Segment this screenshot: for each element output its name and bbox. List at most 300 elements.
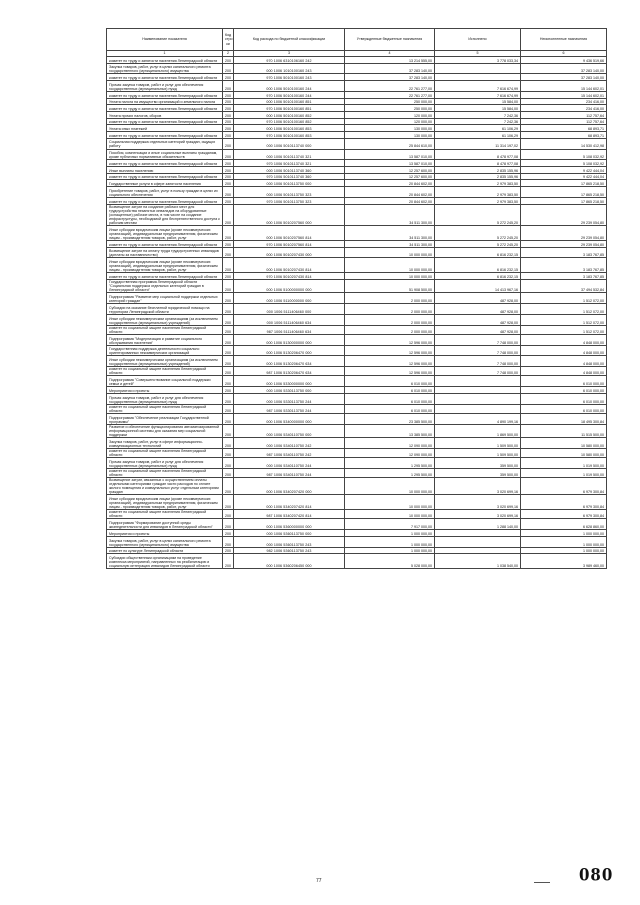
row-approved-cell: 6 010 000,00 bbox=[345, 376, 435, 387]
row-executed-cell: 2 835 155,96 bbox=[435, 173, 521, 180]
row-kbk-cell: 970 1006 5010100160 244 bbox=[234, 91, 345, 98]
row-unexecuted-cell: 4 848 000,00 bbox=[521, 367, 607, 376]
row-name-cell: Уплата иных платежей bbox=[107, 125, 223, 132]
row-executed-cell: 6 816 232,15 bbox=[435, 247, 521, 258]
row-executed-cell: 1 509 500,00 bbox=[435, 448, 521, 457]
row-executed-cell: 3 020 699,16 bbox=[435, 495, 521, 510]
row-approved-cell: 34 511 300,00 bbox=[345, 204, 435, 225]
row-unexecuted-cell: 6 979 300,84 bbox=[521, 495, 607, 510]
row-executed-cell: 15 584,00 bbox=[435, 105, 521, 112]
row-code-cell: 200 bbox=[223, 74, 234, 81]
row-code-cell: 200 bbox=[223, 345, 234, 356]
row-kbk-cell: 000 1006 5360206450 000 bbox=[234, 554, 345, 569]
row-unexecuted-cell: 29 239 054,80 bbox=[521, 240, 607, 247]
row-unexecuted-cell: 6 010 000,00 bbox=[521, 404, 607, 413]
row-kbk-cell: 987 1006 5330113750 244 bbox=[234, 404, 345, 413]
row-approved-cell: 2 000 000,00 bbox=[345, 293, 435, 304]
row-unexecuted-cell: 17 865 218,50 bbox=[521, 197, 607, 204]
row-approved-cell: 6 010 000,00 bbox=[345, 387, 435, 394]
row-executed-cell: 5 272 245,20 bbox=[435, 226, 521, 241]
table-body bbox=[107, 57, 607, 569]
row-name-cell: Социальная поддержка отдельных категорий граждан, ищущих работу bbox=[107, 138, 223, 149]
row-code-cell: 200 bbox=[223, 468, 234, 477]
row-kbk-cell: 000 1006 5130206470 634 bbox=[234, 356, 345, 367]
row-kbk-cell: 000 1006 5330000000 000 bbox=[234, 376, 345, 387]
row-name-cell: Возмещение затрат на создание рабочих мест для трудоустройства незанятых инвалидов на оборудованные (оснащенные) рабочие места, в том числе на создание инфраструктуры, необходимой для беспрепятственного доступа к рабочим местам bbox=[107, 204, 223, 225]
row-executed-cell: 61 106,29 bbox=[435, 132, 521, 139]
row-executed-cell: 359 500,00 bbox=[435, 468, 521, 477]
row-name-cell: комитет по труду и занятости населения Ленинградской области bbox=[107, 118, 223, 125]
row-unexecuted-cell: 17 865 218,50 bbox=[521, 187, 607, 198]
row-name-cell: Иные субсидии юридическим лицам (кроме некоммерческих организаций), индивидуальным предпринимателям, физическим лицам - производителям товаров, работ, услуг bbox=[107, 258, 223, 273]
row-unexecuted-cell: 3 183 767,85 bbox=[521, 273, 607, 280]
row-code-cell: 200 bbox=[223, 304, 234, 315]
row-unexecuted-cell: 9 422 444,04 bbox=[521, 173, 607, 180]
archive-stamp: 080 bbox=[579, 865, 614, 885]
row-approved-cell: 12 596 000,00 bbox=[345, 356, 435, 367]
row-name-cell: комитет по социальной защите населения Ленинградской области bbox=[107, 468, 223, 477]
row-kbk-cell: 000 1006 5110000000 000 bbox=[234, 293, 345, 304]
table-row bbox=[107, 413, 607, 424]
row-approved-cell: 1 000 000,00 bbox=[345, 530, 435, 537]
row-name-cell: комитет по труду и занятости населения Ленинградской области bbox=[107, 105, 223, 112]
row-approved-cell: 12 596 000,00 bbox=[345, 345, 435, 356]
row-code-cell: 200 bbox=[223, 160, 234, 167]
row-name-cell: Мероприятия и проекты bbox=[107, 387, 223, 394]
row-unexecuted-cell: 29 239 054,80 bbox=[521, 204, 607, 225]
row-name-cell: комитет по социальной защите населения Ленинградской области bbox=[107, 510, 223, 519]
row-name-cell: Иные субсидии юридическим лицам (кроме некоммерческих организаций), индивидуальным предпринимателям, физическим лицам - производителям товаров, работ, услуг bbox=[107, 495, 223, 510]
row-name-cell: комитет по труду и занятости населения Ленинградской области bbox=[107, 240, 223, 247]
table-row bbox=[107, 125, 607, 132]
row-approved-cell: 20 844 602,00 bbox=[345, 197, 435, 204]
table-row bbox=[107, 173, 607, 180]
table-row bbox=[107, 334, 607, 345]
row-approved-cell: 10 000 000,00 bbox=[345, 495, 435, 510]
row-code-cell: 200 bbox=[223, 554, 234, 569]
table-row bbox=[107, 112, 607, 119]
row-code-cell: 200 bbox=[223, 325, 234, 334]
row-unexecuted-cell: 3 183 767,85 bbox=[521, 247, 607, 258]
row-unexecuted-cell: 3 989 460,00 bbox=[521, 554, 607, 569]
row-unexecuted-cell: 234 416,00 bbox=[521, 98, 607, 105]
row-approved-cell: 20 844 602,00 bbox=[345, 187, 435, 198]
row-unexecuted-cell: 1 512 072,00 bbox=[521, 293, 607, 304]
table-row bbox=[107, 404, 607, 413]
row-name-cell: комитет по труду и занятости населения Ленинградской области bbox=[107, 57, 223, 64]
row-kbk-cell: 000 1006 5010100160 853 bbox=[234, 125, 345, 132]
row-kbk-cell: 000 1006 5010100160 851 bbox=[234, 98, 345, 105]
row-code-cell: 200 bbox=[223, 167, 234, 174]
row-executed-cell bbox=[435, 547, 521, 554]
row-executed-cell: 1 869 500,00 bbox=[435, 424, 521, 437]
row-code-cell: 200 bbox=[223, 536, 234, 547]
row-unexecuted-cell: 4 848 000,00 bbox=[521, 345, 607, 356]
row-name-cell: комитет по труду и занятости населения Ленинградской области bbox=[107, 91, 223, 98]
row-executed-cell: 3 020 699,16 bbox=[435, 477, 521, 494]
row-unexecuted-cell: 18 495 300,84 bbox=[521, 413, 607, 424]
row-approved-cell: 5 028 000,00 bbox=[345, 554, 435, 569]
row-executed-cell: 5 272 245,20 bbox=[435, 240, 521, 247]
row-kbk-cell: 000 1006 5010113740 000 bbox=[234, 138, 345, 149]
row-executed-cell: 1 288 140,00 bbox=[435, 519, 521, 530]
row-kbk-cell: 000 1006 5340110750 244 bbox=[234, 458, 345, 469]
row-executed-cell: 4 890 199,16 bbox=[435, 413, 521, 424]
row-name-cell: Мероприятия и проекты bbox=[107, 530, 223, 537]
row-code-cell: 200 bbox=[223, 197, 234, 204]
row-approved-cell: 51 908 500,00 bbox=[345, 280, 435, 293]
row-approved-cell: 10 000 000,00 bbox=[345, 247, 435, 258]
row-executed-cell: 2 979 383,50 bbox=[435, 197, 521, 204]
table-row bbox=[107, 304, 607, 315]
row-code-cell: 200 bbox=[223, 438, 234, 449]
row-name-cell: Иные выплаты населению bbox=[107, 167, 223, 174]
row-kbk-cell: 000 1006 5100000000 000 bbox=[234, 280, 345, 293]
row-executed-cell: 15 584,00 bbox=[435, 98, 521, 105]
row-name-cell: Прочая закупка товаров, работ и услуг для обеспечения государственных (муниципальных) нужд bbox=[107, 393, 223, 404]
row-unexecuted-cell: 1 019 500,00 bbox=[521, 468, 607, 477]
row-code-cell: 200 bbox=[223, 314, 234, 325]
row-name-cell: Государственные услуги в сфере занятости населения bbox=[107, 180, 223, 187]
table-row bbox=[107, 510, 607, 519]
table-row bbox=[107, 424, 607, 437]
row-kbk-cell: 000 1006 5130206470 000 bbox=[234, 345, 345, 356]
row-approved-cell: 12 596 000,00 bbox=[345, 334, 435, 345]
row-name-cell: Государственная программа Ленинградской области "Социальная поддержка отдельных категорий граждан в Ленинградской области" bbox=[107, 280, 223, 293]
row-unexecuted-cell: 234 416,00 bbox=[521, 105, 607, 112]
row-unexecuted-cell: 5 108 032,92 bbox=[521, 160, 607, 167]
table-row bbox=[107, 226, 607, 241]
row-kbk-cell: 000 1006 5111406460 634 bbox=[234, 314, 345, 325]
row-unexecuted-cell: 112 757,64 bbox=[521, 118, 607, 125]
table-row bbox=[107, 138, 607, 149]
row-approved-cell: 10 000 000,00 bbox=[345, 258, 435, 273]
table-row bbox=[107, 393, 607, 404]
table-row bbox=[107, 376, 607, 387]
row-unexecuted-cell: 11 515 500,00 bbox=[521, 424, 607, 437]
row-name-cell: Подпрограмма "Совершенствование социальной поддержки семьи и детей" bbox=[107, 376, 223, 387]
row-executed-cell bbox=[435, 74, 521, 81]
row-code-cell: 200 bbox=[223, 81, 234, 92]
divider bbox=[534, 882, 550, 883]
row-executed-cell: 2 835 155,96 bbox=[435, 167, 521, 174]
row-approved-cell: 130 000,00 bbox=[345, 125, 435, 132]
row-name-cell: комитет по труду и занятости населения Ленинградской области bbox=[107, 160, 223, 167]
row-unexecuted-cell: 6 010 000,00 bbox=[521, 376, 607, 387]
row-approved-cell: 10 000 000,00 bbox=[345, 477, 435, 494]
row-executed-cell bbox=[435, 536, 521, 547]
row-code-cell: 200 bbox=[223, 458, 234, 469]
row-approved-cell: 22 761 277,00 bbox=[345, 81, 435, 92]
row-unexecuted-cell: 1 512 072,00 bbox=[521, 314, 607, 325]
row-name-cell: комитет по труду и занятости населения Ленинградской области bbox=[107, 74, 223, 81]
row-name-cell: Закупка товаров, работ, услуг в целях капитального ремонта государственного (муниципального) имущества bbox=[107, 536, 223, 547]
row-kbk-cell: 000 1006 5010100160 852 bbox=[234, 112, 345, 119]
row-executed-cell: 3 778 033,34 bbox=[435, 57, 521, 64]
column-number: 6 bbox=[521, 51, 607, 57]
row-kbk-cell: 000 1006 5330113750 000 bbox=[234, 387, 345, 394]
row-executed-cell: 7 242,36 bbox=[435, 112, 521, 119]
row-approved-cell: 120 000,00 bbox=[345, 112, 435, 119]
row-executed-cell: 14 413 967,16 bbox=[435, 280, 521, 293]
row-unexecuted-cell: 5 108 032,92 bbox=[521, 149, 607, 160]
row-name-cell: комитет по социальной защите населения Ленинградской области bbox=[107, 367, 223, 376]
row-kbk-cell: 970 1006 5010113750 323 bbox=[234, 197, 345, 204]
row-name-cell: Уплата налога на имущество организаций и земельного налога bbox=[107, 98, 223, 105]
header-executed: Исполнено bbox=[435, 29, 521, 51]
row-approved-cell: 12 090 000,00 bbox=[345, 448, 435, 457]
row-executed-cell: 487 928,00 bbox=[435, 325, 521, 334]
table-row bbox=[107, 458, 607, 469]
table-row bbox=[107, 293, 607, 304]
row-executed-cell: 3 020 699,16 bbox=[435, 510, 521, 519]
row-name-cell: Приобретение товаров, работ, услуг в пользу граждан в целях их социального обеспечения bbox=[107, 187, 223, 198]
row-kbk-cell: 000 1006 5340000000 000 bbox=[234, 413, 345, 424]
table-row bbox=[107, 345, 607, 356]
row-code-cell: 200 bbox=[223, 356, 234, 367]
table-row bbox=[107, 448, 607, 457]
row-kbk-cell: 000 1006 5130000000 000 bbox=[234, 334, 345, 345]
row-name-cell: Закупка товаров, работ, услуг в сфере информационно-коммуникационных технологий bbox=[107, 438, 223, 449]
row-name-cell: Субсидии общественным организациям на проведение комплекса мероприятий, направленных на реабилитацию и социальную интеграцию инвалидов Ленинградской области bbox=[107, 554, 223, 569]
row-approved-cell: 6 010 000,00 bbox=[345, 404, 435, 413]
row-unexecuted-cell: 6 979 300,84 bbox=[521, 510, 607, 519]
row-approved-cell: 13 385 500,00 bbox=[345, 424, 435, 437]
row-code-cell: 200 bbox=[223, 187, 234, 198]
row-code-cell: 200 bbox=[223, 495, 234, 510]
row-unexecuted-cell: 9 422 444,04 bbox=[521, 167, 607, 174]
row-kbk-cell: 970 1006 5010100160 243 bbox=[234, 74, 345, 81]
table-row bbox=[107, 530, 607, 537]
header-unexecuted: Неисполненные назначения bbox=[521, 29, 607, 51]
row-unexecuted-cell: 68 893,71 bbox=[521, 132, 607, 139]
row-executed-cell: 487 928,00 bbox=[435, 304, 521, 315]
row-name-cell: Подпрограмма "Обеспечение реализации Государственной программы" bbox=[107, 413, 223, 424]
table-row bbox=[107, 477, 607, 494]
row-name-cell: Подпрограмма "Развитие мер социальной поддержки отдельных категорий граждан" bbox=[107, 293, 223, 304]
row-code-cell: 200 bbox=[223, 334, 234, 345]
row-approved-cell: 12 257 600,00 bbox=[345, 173, 435, 180]
row-executed-cell: 5 272 245,20 bbox=[435, 204, 521, 225]
table-row bbox=[107, 247, 607, 258]
row-kbk-cell: 000 1006 5111406460 000 bbox=[234, 304, 345, 315]
row-name-cell: Закупка товаров, работ, услуг в целях капитального ремонта государственного (муниципального) имущества bbox=[107, 63, 223, 74]
row-executed-cell: 8 478 977,08 bbox=[435, 149, 521, 160]
row-executed-cell: 487 928,00 bbox=[435, 314, 521, 325]
row-name-cell: комитет по труду и занятости населения Ленинградской области bbox=[107, 273, 223, 280]
row-name-cell: Иные субсидии юридическим лицам (кроме некоммерческих организаций), индивидуальным предпринимателям, физическим лицам - производителям товаров, работ, услуг bbox=[107, 226, 223, 241]
row-code-cell: 200 bbox=[223, 125, 234, 132]
row-unexecuted-cell: 9 436 519,66 bbox=[521, 57, 607, 64]
row-executed-cell: 7 616 674,99 bbox=[435, 81, 521, 92]
table-row bbox=[107, 495, 607, 510]
row-kbk-cell: 970 1006 5010100160 853 bbox=[234, 132, 345, 139]
row-name-cell: Иные субсидии некоммерческим организациям (за исключением государственных (муниципальных) учреждений) bbox=[107, 356, 223, 367]
row-kbk-cell: 970 1006 5010207430 814 bbox=[234, 273, 345, 280]
row-unexecuted-cell: 37 283 140,00 bbox=[521, 63, 607, 74]
table-row bbox=[107, 149, 607, 160]
column-number: 3 bbox=[234, 51, 345, 57]
row-name-cell: Прочая закупка товаров, работ и услуг для обеспечения государственных (муниципальных) нужд bbox=[107, 458, 223, 469]
row-unexecuted-cell: 37 494 532,84 bbox=[521, 280, 607, 293]
row-kbk-cell: 000 1006 5340207420 814 bbox=[234, 495, 345, 510]
page-number: 77 bbox=[316, 878, 322, 884]
row-executed-cell bbox=[435, 376, 521, 387]
row-executed-cell: 61 106,29 bbox=[435, 125, 521, 132]
row-executed-cell bbox=[435, 63, 521, 74]
row-unexecuted-cell: 4 848 000,00 bbox=[521, 334, 607, 345]
row-kbk-cell: 987 1006 5130206470 634 bbox=[234, 367, 345, 376]
row-executed-cell: 7 616 674,99 bbox=[435, 91, 521, 98]
table-row bbox=[107, 314, 607, 325]
row-unexecuted-cell: 1 000 000,00 bbox=[521, 536, 607, 547]
row-code-cell: 200 bbox=[223, 376, 234, 387]
table-row bbox=[107, 536, 607, 547]
row-code-cell: 200 bbox=[223, 226, 234, 241]
table-row bbox=[107, 160, 607, 167]
row-code-cell: 200 bbox=[223, 149, 234, 160]
row-approved-cell: 12 090 000,00 bbox=[345, 438, 435, 449]
row-approved-cell: 13 587 010,00 bbox=[345, 149, 435, 160]
row-kbk-cell: 970 1006 5010207560 814 bbox=[234, 240, 345, 247]
table-row bbox=[107, 167, 607, 174]
row-approved-cell: 1 295 500,00 bbox=[345, 458, 435, 469]
row-executed-cell: 7 748 000,00 bbox=[435, 334, 521, 345]
row-kbk-cell: 000 1006 5360113750 000 bbox=[234, 530, 345, 537]
row-code-cell: 200 bbox=[223, 247, 234, 258]
row-unexecuted-cell: 15 144 602,01 bbox=[521, 91, 607, 98]
row-code-cell: 200 bbox=[223, 204, 234, 225]
row-unexecuted-cell: 6 010 000,00 bbox=[521, 387, 607, 394]
row-name-cell: Иные субсидии некоммерческим организациям (за исключением государственных (муниципальных) учреждений) bbox=[107, 314, 223, 325]
row-executed-cell: 359 500,00 bbox=[435, 458, 521, 469]
row-approved-cell: 12 596 000,00 bbox=[345, 367, 435, 376]
row-kbk-cell: 000 1006 5340207420 000 bbox=[234, 477, 345, 494]
row-approved-cell: 13 214 555,00 bbox=[345, 57, 435, 64]
row-kbk-cell: 970 1006 5010100160 851 bbox=[234, 105, 345, 112]
row-code-cell: 200 bbox=[223, 519, 234, 530]
row-unexecuted-cell: 68 893,71 bbox=[521, 125, 607, 132]
row-code-cell: 200 bbox=[223, 367, 234, 376]
row-executed-cell: 7 242,36 bbox=[435, 118, 521, 125]
row-approved-cell: 120 000,00 bbox=[345, 118, 435, 125]
table-row bbox=[107, 197, 607, 204]
row-unexecuted-cell: 37 283 140,00 bbox=[521, 74, 607, 81]
row-name-cell: Возмещение затрат, связанных с осуществлением оплаты отдельными категориями граждан части расходов по оплате жилого помещения и коммунальных услуг отдельным категориям граждан bbox=[107, 477, 223, 494]
table-row bbox=[107, 187, 607, 198]
table-row bbox=[107, 57, 607, 64]
row-name-cell: Пособия, компенсации и иные социальные выплаты гражданам, кроме публичных нормативных обязательств bbox=[107, 149, 223, 160]
row-approved-cell: 20 844 602,00 bbox=[345, 180, 435, 187]
row-approved-cell: 250 000,00 bbox=[345, 98, 435, 105]
row-kbk-cell: 000 1006 5010207560 000 bbox=[234, 204, 345, 225]
row-approved-cell: 6 010 000,00 bbox=[345, 393, 435, 404]
row-unexecuted-cell: 15 144 602,01 bbox=[521, 81, 607, 92]
row-approved-cell: 2 000 000,00 bbox=[345, 314, 435, 325]
column-number: 4 bbox=[345, 51, 435, 57]
row-code-cell: 200 bbox=[223, 258, 234, 273]
column-number: 1 bbox=[107, 51, 223, 57]
row-unexecuted-cell: 10 580 000,00 bbox=[521, 448, 607, 457]
table-row bbox=[107, 63, 607, 74]
row-approved-cell: 13 587 010,00 bbox=[345, 160, 435, 167]
row-kbk-cell: 970 1006 5010113740 360 bbox=[234, 173, 345, 180]
row-unexecuted-cell: 1 019 500,00 bbox=[521, 458, 607, 469]
row-unexecuted-cell: 4 848 000,00 bbox=[521, 356, 607, 367]
row-unexecuted-cell: 6 979 300,84 bbox=[521, 477, 607, 494]
table-row bbox=[107, 468, 607, 477]
column-number: 5 bbox=[435, 51, 521, 57]
row-kbk-cell: 000 1006 5360000000 000 bbox=[234, 519, 345, 530]
table-row bbox=[107, 204, 607, 225]
table-row bbox=[107, 554, 607, 569]
row-unexecuted-cell: 6 628 860,00 bbox=[521, 519, 607, 530]
row-code-cell: 200 bbox=[223, 180, 234, 187]
row-approved-cell: 130 000,00 bbox=[345, 132, 435, 139]
row-kbk-cell: 982 1006 5360113750 243 bbox=[234, 547, 345, 554]
row-approved-cell: 34 511 300,00 bbox=[345, 240, 435, 247]
row-code-cell: 200 bbox=[223, 98, 234, 105]
row-approved-cell: 2 000 000,00 bbox=[345, 325, 435, 334]
table-row bbox=[107, 356, 607, 367]
column-number: 2 bbox=[223, 51, 234, 57]
header-code: Код стро ки bbox=[223, 29, 234, 51]
row-unexecuted-cell: 1 512 072,00 bbox=[521, 325, 607, 334]
row-name-cell: комитет по социальной защите населения Ленинградской области bbox=[107, 448, 223, 457]
row-approved-cell: 25 844 610,00 bbox=[345, 138, 435, 149]
row-code-cell: 200 bbox=[223, 273, 234, 280]
row-unexecuted-cell: 10 580 000,00 bbox=[521, 438, 607, 449]
row-name-cell: комитет по труду и занятости населения Ленинградской области bbox=[107, 173, 223, 180]
row-code-cell: 200 bbox=[223, 138, 234, 149]
row-approved-cell: 10 000 000,00 bbox=[345, 273, 435, 280]
row-approved-cell: 7 917 000,00 bbox=[345, 519, 435, 530]
row-executed-cell: 7 748 000,00 bbox=[435, 367, 521, 376]
row-kbk-cell: 000 1006 5010207430 814 bbox=[234, 258, 345, 273]
row-code-cell: 200 bbox=[223, 91, 234, 98]
row-code-cell: 200 bbox=[223, 404, 234, 413]
table-row bbox=[107, 105, 607, 112]
row-approved-cell: 10 000 000,00 bbox=[345, 510, 435, 519]
header-row bbox=[107, 29, 607, 51]
row-executed-cell: 7 748 000,00 bbox=[435, 356, 521, 367]
header-name: Наименование показателя bbox=[107, 29, 223, 51]
table-row bbox=[107, 132, 607, 139]
row-executed-cell: 7 748 000,00 bbox=[435, 345, 521, 356]
row-approved-cell: 1 000 000,00 bbox=[345, 536, 435, 547]
header-approved: Утвержденные бюджетные назначения bbox=[345, 29, 435, 51]
table-row bbox=[107, 387, 607, 394]
row-executed-cell bbox=[435, 404, 521, 413]
row-approved-cell: 1 295 500,00 bbox=[345, 468, 435, 477]
row-approved-cell: 2 000 000,00 bbox=[345, 304, 435, 315]
table-row bbox=[107, 81, 607, 92]
row-approved-cell: 250 000,00 bbox=[345, 105, 435, 112]
row-unexecuted-cell: 1 512 072,00 bbox=[521, 304, 607, 315]
row-executed-cell: 2 979 383,50 bbox=[435, 187, 521, 198]
row-name-cell: комитет по культуре Ленинградской области bbox=[107, 547, 223, 554]
row-name-cell: Подпрограмма "Формирование доступной среды жизнедеятельности для инвалидов в Ленинградской области" bbox=[107, 519, 223, 530]
row-name-cell: комитет по социальной защите населения Ленинградской области bbox=[107, 404, 223, 413]
row-kbk-cell: 000 1006 5010207560 814 bbox=[234, 226, 345, 241]
row-executed-cell: 11 314 197,02 bbox=[435, 138, 521, 149]
table-row bbox=[107, 98, 607, 105]
row-code-cell: 200 bbox=[223, 105, 234, 112]
row-executed-cell: 6 816 232,15 bbox=[435, 258, 521, 273]
row-code-cell: 200 bbox=[223, 173, 234, 180]
row-code-cell: 200 bbox=[223, 547, 234, 554]
table-row bbox=[107, 74, 607, 81]
